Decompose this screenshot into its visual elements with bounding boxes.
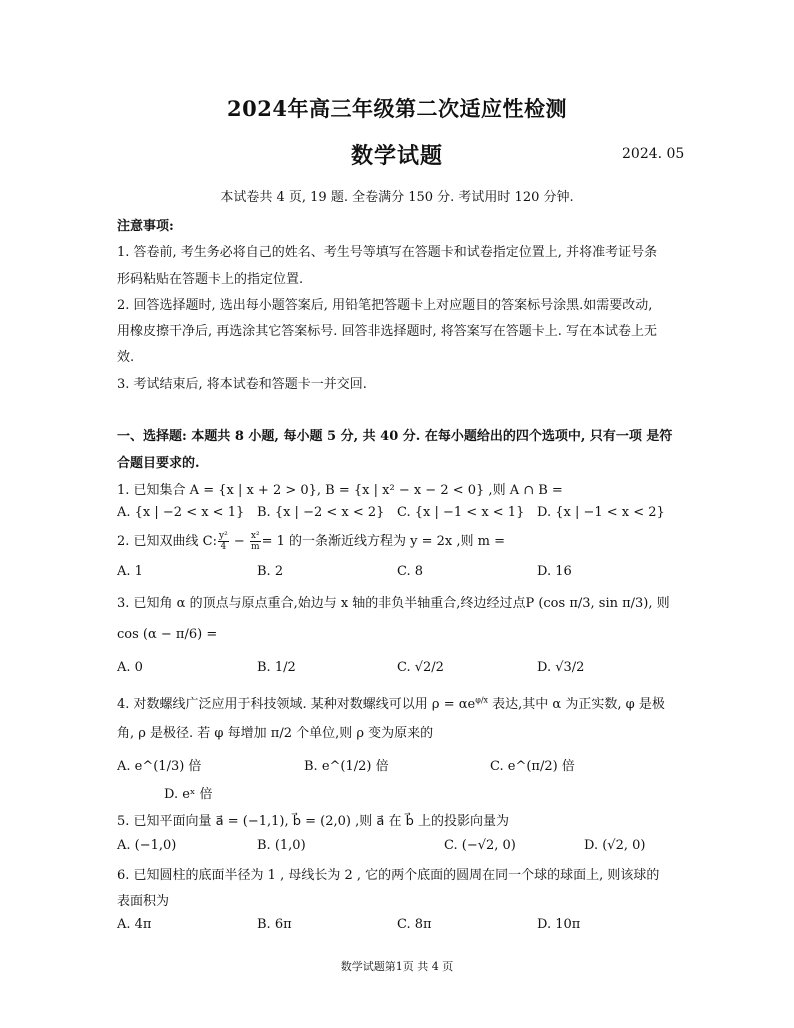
fraction-numerator: x² <box>250 531 260 541</box>
question-5-option-a: A. (−1,0) <box>117 838 177 853</box>
question-3-stem-text: 3. 已知角 α 的顶点与原点重合,始边与 x 轴的非负半轴重合,终边经过点 <box>117 596 526 611</box>
question-6-stem-line-2: 表面积为 <box>117 894 170 909</box>
question-3-point: P (cos π/3, sin π/3) <box>525 596 649 611</box>
question-4-option-b: B. e^(1/2) 倍 <box>304 759 389 774</box>
question-2-fraction-1 <box>218 531 229 552</box>
note-1-line-2: 形码粘贴在答题卡上的指定位置. <box>117 272 304 287</box>
fraction-denominator: m <box>250 542 260 552</box>
question-6-option-d: D. 10π <box>537 917 581 932</box>
exam-title: 2024年高三年级第二次适应性检测 <box>227 96 567 121</box>
note-2-line-2: 用橡皮擦干净后, 再选涂其它答案标号. 回答非选择题时, 将答案写在答题卡上. 写在本试卷上无 <box>117 324 658 339</box>
section-1-heading-line-2: 合题目要求的. <box>117 456 200 471</box>
fraction-denominator: 4 <box>220 542 227 552</box>
question-5-option-d: D. (√2, 0) <box>584 838 646 853</box>
question-1-option-b: B. {x | −2 < x < 2} <box>257 505 385 520</box>
note-2-line-3: 效. <box>117 350 135 365</box>
question-4-option-d: D. eˣ 倍 <box>164 787 213 802</box>
exam-intro: 本试卷共 4 页, 19 题. 全卷满分 150 分. 考试用时 120 分钟. <box>220 190 574 205</box>
question-6-option-c: C. 8π <box>397 917 432 932</box>
question-2-fraction-2 <box>250 531 261 552</box>
question-4-stem-text-a: 4. 对数螺线广泛应用于科技领域. 某种对数螺线可以用 ρ = αe <box>117 697 476 712</box>
question-1-option-d: D. {x | −1 < x < 2} <box>537 505 665 520</box>
section-1-heading-line-1: 一、选择题: 本题共 8 小题, 每小题 5 分, 共 40 分. 在每小题给出的四个选项中, 只有一项 是符 <box>117 429 673 444</box>
question-4-stem-line-1 <box>117 693 665 712</box>
question-3-stem-line-2: cos (α − π/6) = <box>117 627 218 642</box>
question-4-stem-line-2: 角, ρ 是极径. 若 φ 每增加 π/2 个单位,则 ρ 变为原来的 <box>117 726 434 741</box>
question-2-stem-suffix: = 1 的一条渐近线方程为 y = 2x ,则 m = <box>261 534 505 549</box>
question-4-stem-text-b: 表达,其中 α 为正实数, φ 是极 <box>488 697 665 712</box>
question-2-option-d: D. 16 <box>537 564 572 579</box>
exam-subject: 数学试题 <box>350 143 443 169</box>
question-6-option-a: A. 4π <box>117 917 152 932</box>
question-2-option-c: C. 8 <box>397 564 424 579</box>
note-3: 3. 考试结束后, 将本试卷和答题卡一并交回. <box>117 377 367 392</box>
question-2-stem-prefix: 2. 已知双曲线 C: <box>117 534 217 549</box>
question-2-option-b: B. 2 <box>257 564 284 579</box>
question-3-stem-end: , 则 <box>648 596 670 611</box>
question-3-option-b: B. 1/2 <box>257 660 296 675</box>
question-1-stem: 1. 已知集合 A = {x | x + 2 > 0}, B = {x | x² − x − 2 < 0} ,则 A ∩ B = <box>117 483 563 498</box>
question-2-stem: 2. 已知双曲线 C: $\frac{\text{y²}}{4}$ − $\frac{\text{x²}}{m}$ = 1 的一条渐近线方程为 y = 2x ,则 m = <box>117 531 505 552</box>
note-2-line-1: 2. 回答选择题时, 选出每小题答案后, 用铅笔把答题卡上对应题目的答案标号涂黑.如需要改动, <box>117 298 653 313</box>
question-4-option-a: A. e^(1/3) 倍 <box>117 759 202 774</box>
question-1-option-c: C. {x | −1 < x < 1} <box>397 505 525 520</box>
notes-heading: 注意事项: <box>117 219 174 234</box>
question-6-option-b: B. 6π <box>257 917 292 932</box>
question-3-option-c: C. √2/2 <box>397 660 444 675</box>
question-3-option-a: A. 0 <box>117 660 143 675</box>
question-4-option-c: C. e^(π/2) 倍 <box>490 759 575 774</box>
question-1-option-a: A. {x | −2 < x < 1} <box>117 505 245 520</box>
question-3-stem-line-1 <box>117 592 670 611</box>
question-4-exponent: φ/x <box>475 695 489 705</box>
question-6-stem-line-1: 6. 已知圆柱的底面半径为 1 , 母线长为 2 , 它的两个底面的圆周在同一个球的球面上, 则该球的 <box>117 868 660 883</box>
exam-date: 2024. 05 <box>622 146 685 162</box>
note-1-line-1: 1. 答卷前, 考生务必将自己的姓名、考生号等填写在答题卡和试卷指定位置上, 并将准考证号条 <box>117 245 658 260</box>
question-5-stem: 5. 已知平面向量 a⃗ = (−1,1), b⃗ = (2,0) ,则 a⃗ 在 b⃗ 上的投影向量为 <box>117 814 510 829</box>
page-footer: 数学试题第1页 共 4 页 <box>340 960 454 973</box>
fraction-numerator: y² <box>219 531 228 541</box>
question-5-option-c: C. (−√2, 0) <box>444 838 516 853</box>
question-5-option-b: B. (1,0) <box>257 838 306 853</box>
question-2-option-a: A. 1 <box>117 564 143 579</box>
question-3-option-d: D. √3/2 <box>537 660 585 675</box>
